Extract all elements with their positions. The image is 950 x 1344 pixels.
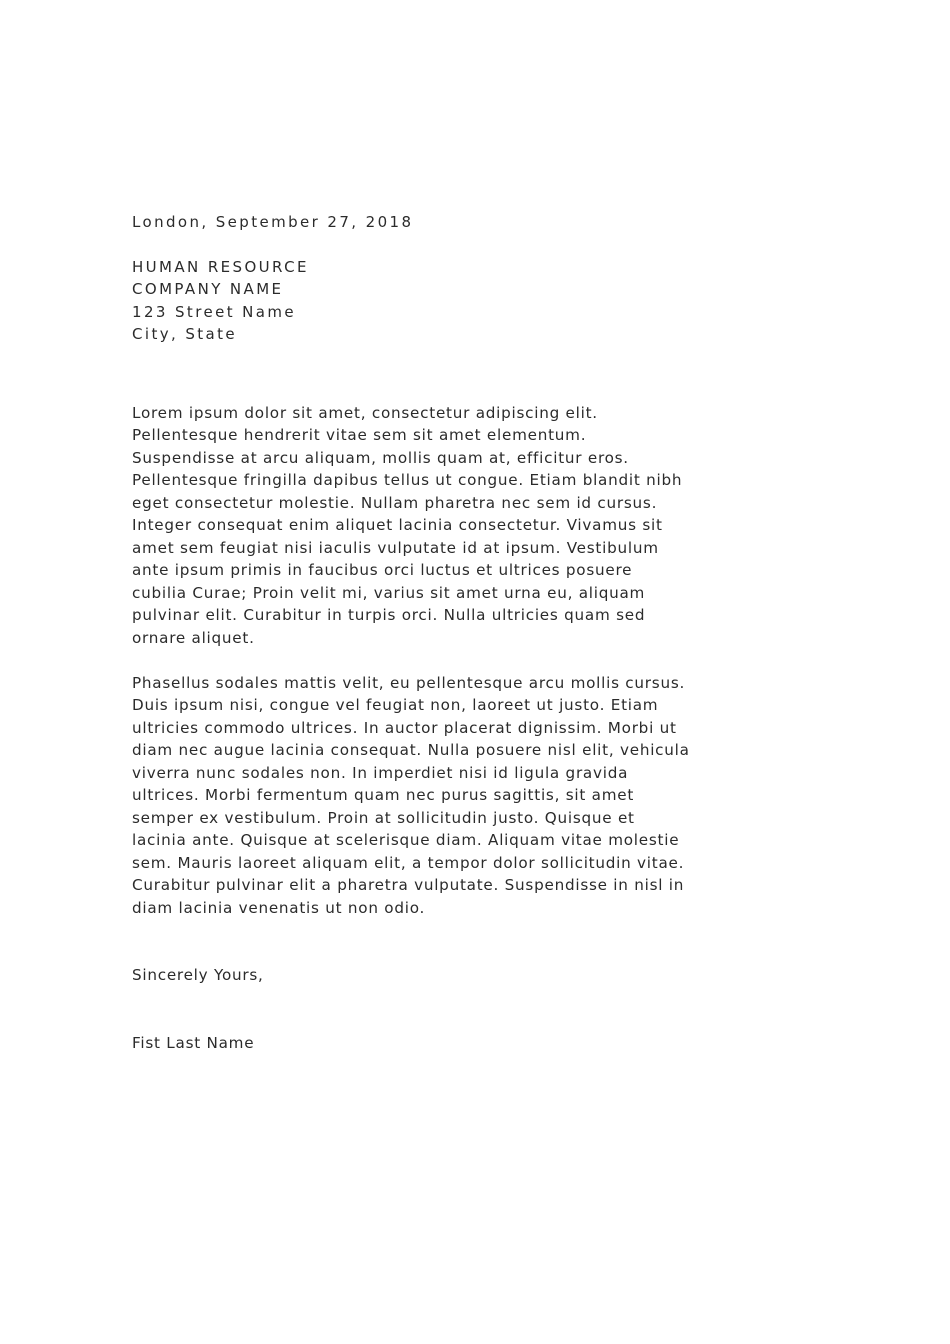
paragraph-line: ultrices. Morbi fermentum quam nec purus sagittis, sit amet (132, 786, 635, 804)
paragraph-line: Integer consequat enim aliquet lacinia consectetur. Vivamus sit (132, 516, 663, 534)
paragraph-line: Curabitur pulvinar elit a pharetra vulputate. Suspendisse in nisl in (132, 876, 685, 894)
paragraph-line: Pellentesque fringilla dapibus tellus ut congue. Etiam blandit nibh (132, 471, 683, 489)
paragraph-line: Lorem ipsum dolor sit amet, consectetur adipiscing elit. (132, 403, 598, 422)
paragraph-line: sem. Mauris laoreet aliquam elit, a tempor dolor sollicitudin vitae. (132, 853, 685, 872)
paragraph-line: ultricies commodo ultrices. In auctor placerat dignissim. Morbi ut (132, 718, 677, 737)
paragraph-line: diam nec augue lacinia consequat. Nulla posuere nisl elit, vehicula (132, 741, 690, 759)
paragraph-line: lacinia ante. Quisque at scelerisque diam. Aliquam vitae molestie (132, 831, 680, 849)
recipient-street: 123 Street Name (132, 302, 296, 321)
paragraph-line: Suspendisse at arcu aliquam, mollis quam at, efficitur eros. (132, 448, 629, 467)
paragraph-line: ante ipsum primis in faucibus orci luctus et ultrices posuere (132, 561, 633, 579)
recipient-address (132, 256, 702, 346)
closing-salutation: Sincerely Yours, (132, 966, 264, 984)
paragraph-line: ornare aliquet. (132, 628, 255, 647)
letter-date: London, September 27, 2018 (132, 213, 414, 231)
recipient-department: HUMAN RESOURCE (132, 257, 309, 276)
paragraph-line: pulvinar elit. Curabitur in turpis orci. Nulla ultricies quam sed (132, 606, 646, 624)
paragraph-line: Phasellus sodales mattis velit, eu pellentesque arcu mollis cursus. (132, 673, 686, 692)
signature-name: Fist Last Name (132, 1033, 255, 1052)
paragraph-line: Pellentesque hendrerit vitae sem sit amet elementum. (132, 426, 587, 444)
body-paragraph-2 (132, 672, 702, 920)
paragraph-line: Duis ipsum nisi, congue vel feugiat non, laoreet ut justo. Etiam (132, 696, 659, 714)
body-paragraph-1 (132, 402, 702, 650)
paragraph-line: semper ex vestibulum. Proin at sollicitudin justo. Quisque et (132, 808, 635, 827)
paragraph-line: amet sem feugiat nisi iaculis vulputate id at ipsum. Vestibulum (132, 538, 659, 557)
paragraph-line: diam lacinia venenatis ut non odio. (132, 898, 426, 917)
recipient-company: COMPANY NAME (132, 280, 284, 298)
recipient-city: City, State (132, 325, 238, 343)
paragraph-line: cubilia Curae; Proin velit mi, varius sit amet urna eu, aliquam (132, 583, 646, 602)
paragraph-line: eget consectetur molestie. Nullam pharetra nec sem id cursus. (132, 493, 658, 512)
letter-body (132, 211, 702, 1054)
paragraph-line: viverra nunc sodales non. In imperdiet nisi id ligula gravida (132, 763, 629, 782)
